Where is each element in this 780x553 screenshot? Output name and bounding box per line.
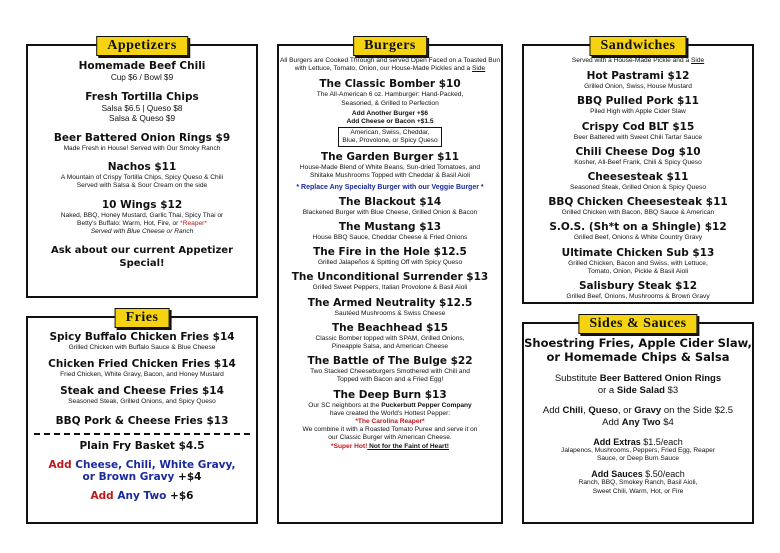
item-name: The Classic Bomber $10 bbox=[319, 78, 461, 91]
item-desc: Classic Bomber topped with SPAM, Grilled Onions, bbox=[315, 334, 465, 342]
menu-item bbox=[279, 297, 501, 318]
add-ons bbox=[28, 459, 256, 483]
item-name: Nachos $11 bbox=[107, 161, 177, 174]
item-name: Crispy Cod BLT $15 bbox=[581, 120, 695, 133]
add-text: on the Side $2.5 bbox=[661, 405, 734, 416]
menu-item bbox=[28, 161, 256, 190]
add-price: +$4 bbox=[174, 470, 202, 483]
item-price: Salsa $6.5 | Queso $8 bbox=[101, 104, 183, 113]
extras-desc: Jalapenos, Mushrooms, Peppers, Fried Egg, Reaper bbox=[561, 447, 715, 454]
item-name: Steak and Cheese Fries $14 bbox=[60, 385, 224, 398]
appetizers-section bbox=[26, 38, 258, 298]
sauces-label: Add Sauces bbox=[591, 469, 643, 480]
extras-label: Add Extras bbox=[593, 437, 641, 447]
reaper-name: *The Carolina Reaper* bbox=[355, 418, 425, 426]
item-name: 10 Wings $12 bbox=[101, 198, 183, 211]
intro-text bbox=[279, 65, 501, 73]
warning-text: Not for the Faint of Heart! bbox=[367, 442, 449, 450]
burgers-section bbox=[277, 38, 503, 524]
item-name: The Battle of The Bulge $22 bbox=[307, 355, 473, 368]
item-desc bbox=[279, 402, 501, 410]
add-item: Queso bbox=[588, 405, 618, 416]
menu-item bbox=[28, 132, 256, 153]
sub-price: $3 bbox=[664, 385, 679, 396]
item-desc: Blackened Burger with Blue Cheese, Grilled Onion & Bacon bbox=[302, 208, 478, 216]
item-name: The Mustang $13 bbox=[338, 221, 442, 234]
item-desc: Seasoned Steak, Grilled Onion & Spicy Queso bbox=[570, 184, 706, 192]
sauces-price: $.50/each bbox=[642, 469, 685, 480]
item-desc: Grilled Beef, Onions, Mushrooms & Brown Gravy bbox=[566, 293, 710, 301]
item-desc: Shiitake Mushrooms Topped with Cheddar & Basil Aioli bbox=[309, 172, 471, 180]
item-desc: Served with Blue Cheese or Ranch bbox=[90, 228, 194, 236]
menu-item bbox=[279, 246, 501, 267]
extras-desc: Sauce, or Deep Burn Sauce bbox=[596, 455, 680, 463]
add-label: Add bbox=[48, 458, 72, 471]
item-desc: House-Made Blend of White Beans, Sun-dried Tomatoes, and bbox=[299, 164, 481, 172]
menu-item bbox=[279, 78, 501, 147]
add-options: Cheese, Chili, White Gravy, bbox=[71, 458, 236, 471]
menu-item bbox=[524, 280, 752, 301]
menu-item bbox=[279, 322, 501, 351]
item-name: Hot Pastrami $12 bbox=[586, 70, 690, 83]
item-desc: House BBQ Sauce, Cheddar Cheese & Fried Onions bbox=[312, 234, 468, 242]
item-desc: Tomato, Onion, Pickle & Basil Aioli bbox=[587, 267, 689, 275]
item-name: The Deep Burn $13 bbox=[333, 388, 447, 401]
item-desc: Topped with Bacon and a Fried Egg! bbox=[336, 376, 444, 384]
reaper-text: *Reaper* bbox=[180, 219, 207, 227]
desc-text: Our SC neighbors at the bbox=[308, 401, 382, 409]
item-desc: Grilled Chicken with Bacon, BBQ Sauce & American bbox=[561, 209, 715, 217]
item-price: Salsa & Queso $9 bbox=[109, 114, 175, 123]
item-desc: Fried Chicken, White Gravy, Bacon, and Honey Mustard bbox=[60, 371, 224, 379]
item-desc: Naked, BBQ, Honey Mustard, Garlic Thai, Spicy Thai or bbox=[60, 211, 224, 219]
item-desc: The All-American 6 oz. Hamburger: Hand-Packed, bbox=[316, 91, 464, 99]
sub-text: or a bbox=[597, 385, 617, 396]
add-item: Any Two bbox=[621, 417, 661, 428]
item-desc: A Mountain of Crispy Tortilla Chips, Spicy Queso & Chili bbox=[60, 174, 224, 182]
item-name: The Blackout $14 bbox=[338, 195, 442, 208]
add-text: Add bbox=[542, 405, 563, 416]
item-desc: Grilled Onion, Swiss, House Mustard bbox=[584, 83, 692, 91]
item-desc bbox=[28, 220, 256, 228]
item-name: BBQ Pulled Pork $11 bbox=[577, 95, 699, 108]
add-text: , or bbox=[617, 405, 635, 416]
company-name: Puckerbutt Pepper Company bbox=[381, 401, 472, 409]
item-desc: Grilled Chicken with Buffalo Sauce & Blue Cheese bbox=[68, 344, 216, 351]
add-ons bbox=[28, 490, 256, 503]
item-name: S.O.S. (Sh*t on a Shingle) $12 bbox=[549, 221, 727, 234]
menu-item bbox=[279, 355, 501, 384]
item-name: Homemade Beef Chili bbox=[78, 60, 206, 72]
add-label: Add bbox=[90, 489, 114, 502]
menu-item bbox=[279, 151, 501, 180]
item-desc: Grilled Jalapeños & Spitting Off with Spicy Queso bbox=[317, 259, 463, 267]
menu-item bbox=[28, 60, 256, 83]
add-price: $4 bbox=[660, 417, 674, 428]
item-desc: Pineapple Salsa, and American Cheese bbox=[331, 343, 449, 351]
intro-span: with Lettuce, Tomato, Onion, our House-Made Pickles and a bbox=[294, 65, 473, 73]
fries-section bbox=[26, 310, 258, 524]
sub-text: Substitute bbox=[554, 373, 600, 384]
intro-side: Side bbox=[472, 65, 486, 73]
special-note: Ask about our current Appetizer Special! bbox=[50, 245, 234, 270]
menu-item bbox=[28, 331, 256, 352]
item-desc: Grilled Beef, Onions & White Country Gravy bbox=[573, 234, 703, 242]
item-desc: Two Stacked Cheeseburgers Smothered with Chili and bbox=[310, 368, 470, 376]
menu-item bbox=[28, 385, 256, 406]
item-name: Fresh Tortilla Chips bbox=[85, 91, 199, 103]
item-name: The Unconditional Surrender $13 bbox=[291, 271, 489, 284]
item-desc: our Classic Burger with American Cheese. bbox=[328, 434, 452, 442]
item-desc: Sautéed Mushrooms & Swiss Cheese bbox=[334, 309, 446, 317]
item-desc: Served with Salsa & Sour Cream on the side bbox=[76, 182, 208, 190]
item-desc: Kosher, All-Beef Frank, Chili & Spicy Queso bbox=[574, 158, 702, 166]
warning-hot: *Super Hot! bbox=[331, 442, 368, 450]
menu-item bbox=[524, 247, 752, 276]
extras-price: $1.5/each bbox=[640, 437, 683, 447]
sandwiches-section bbox=[522, 38, 754, 304]
add-options: Any Two bbox=[113, 489, 167, 502]
item-name: BBQ Pork & Cheese Fries $13 bbox=[55, 414, 229, 427]
sub-item: Side Salad bbox=[616, 385, 665, 396]
sides-header: Sides & Sauces bbox=[578, 314, 697, 334]
item-desc: Grilled Chicken, Bacon and Swiss, with Lettuce, bbox=[568, 259, 708, 267]
add-options: or Brown Gravy bbox=[82, 470, 175, 483]
fries-header: Fries bbox=[115, 308, 170, 328]
item-desc: Seasoned, & Grilled to Perfection bbox=[341, 99, 439, 107]
item-name: The Beachhead $15 bbox=[331, 321, 449, 334]
item-desc: Piled High with Apple Cider Slaw bbox=[590, 108, 686, 116]
menu-item bbox=[28, 199, 256, 237]
divider bbox=[34, 433, 250, 435]
menu-item bbox=[28, 358, 256, 379]
item-name: The Garden Burger $11 bbox=[320, 151, 460, 164]
menu-item bbox=[524, 221, 752, 242]
cheese-line: Blue, Provolone, or Spicy Queso bbox=[342, 137, 438, 145]
menu-item bbox=[524, 121, 752, 142]
menu-item bbox=[524, 146, 752, 167]
add-side bbox=[524, 405, 752, 429]
item-name: The Armed Neutrality $12.5 bbox=[307, 296, 473, 309]
sauces-desc: Ranch, BBQ, Smokey Ranch, Basil Aioli, bbox=[578, 479, 698, 487]
menu-item bbox=[279, 221, 501, 242]
sub-item: Beer Battered Onion Rings bbox=[599, 373, 722, 384]
menu-item bbox=[524, 95, 752, 116]
item-desc: Grilled Sweet Peppers, Italian Provolone & Basil Aioli bbox=[312, 284, 468, 292]
item-desc: Beer Battered with Sweet Chili Tartar Sauce bbox=[573, 133, 703, 141]
item-desc: We combine it with a Roasted Tomato Puree and serve it on bbox=[302, 426, 478, 434]
add-text: Add bbox=[602, 417, 622, 428]
substitute bbox=[524, 373, 752, 397]
desc-text: Betty's Buffalo: Warm, Hot, Fire, or bbox=[77, 219, 181, 227]
sauces-desc: Sweet Chili, Warm, Hot, or Fire bbox=[592, 487, 684, 495]
sides-section bbox=[522, 316, 754, 524]
menu-item bbox=[279, 271, 501, 292]
warning bbox=[279, 443, 501, 451]
add-text: , bbox=[583, 405, 589, 416]
sides-main: Shoestring Fries, Apple Cider Slaw, bbox=[524, 336, 752, 350]
veggie-note: * Replace Any Specialty Burger with our Veggie Burger * bbox=[296, 183, 484, 191]
item-name: The Fire in the Hole $12.5 bbox=[313, 246, 467, 259]
sauces bbox=[524, 469, 752, 495]
item-name: Spicy Buffalo Chicken Fries $14 bbox=[49, 331, 235, 343]
burgers-header: Burgers bbox=[353, 36, 427, 56]
sides-main: or Homemade Chips & Salsa bbox=[546, 350, 730, 364]
sandwiches-header: Sandwiches bbox=[589, 36, 686, 56]
menu-item bbox=[279, 389, 501, 451]
add-item: Gravy bbox=[634, 405, 662, 416]
item-name: BBQ Chicken Cheesesteak $11 bbox=[548, 196, 728, 209]
item-desc: Seasoned Steak, Grilled Onions, and Spicy Queso bbox=[68, 398, 216, 406]
menu-item bbox=[28, 91, 256, 124]
intro-side: Side bbox=[690, 57, 705, 64]
appetizers-header: Appetizers bbox=[96, 36, 188, 56]
cheese-line: American, Swiss, Cheddar, bbox=[350, 129, 430, 137]
menu-item bbox=[524, 70, 752, 91]
extras bbox=[524, 437, 752, 463]
item-name: Plain Fry Basket $4.5 bbox=[79, 439, 205, 452]
add-on: Add Another Burger +$6 bbox=[351, 109, 429, 117]
item-price: Cup $6 / Bowl $9 bbox=[110, 73, 174, 82]
menu-item bbox=[28, 415, 256, 428]
add-on: Add Cheese or Bacon +$1.5 bbox=[346, 118, 434, 126]
menu-item bbox=[279, 196, 501, 217]
item-name: Chili Cheese Dog $10 bbox=[575, 145, 701, 158]
add-price: +$6 bbox=[166, 489, 194, 502]
item-name: Cheesesteak $11 bbox=[587, 171, 689, 184]
item-name: Beer Battered Onion Rings $9 bbox=[53, 132, 231, 144]
intro-span: Served with a House-Made Pickle and a bbox=[571, 57, 691, 64]
item-desc: have created the World's Hottest Pepper: bbox=[329, 409, 451, 417]
item-name: Ultimate Chicken Sub $13 bbox=[561, 246, 715, 259]
menu-item bbox=[524, 196, 752, 217]
item-name: Chicken Fried Chicken Fries $14 bbox=[48, 358, 236, 371]
item-name: Salisbury Steak $12 bbox=[578, 280, 698, 293]
menu-item bbox=[524, 171, 752, 192]
intro-text: All Burgers are Cooked Through and served Open Faced on a Toasted Bun bbox=[279, 57, 501, 64]
item-desc: Made Fresh in House! Served with Our Smoky Ranch bbox=[63, 145, 221, 152]
add-item: Chili bbox=[562, 405, 584, 416]
cheese-options bbox=[338, 127, 441, 147]
intro-text bbox=[524, 57, 752, 65]
